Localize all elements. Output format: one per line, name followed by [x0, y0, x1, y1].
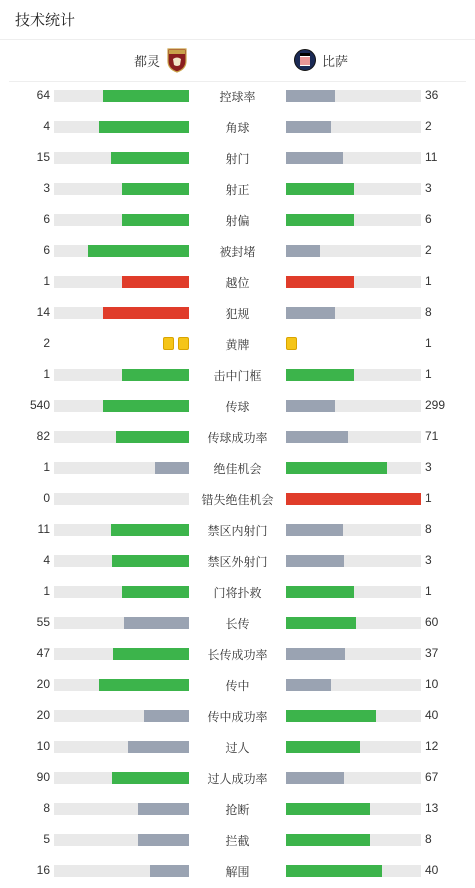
- stat-row: [0, 737, 475, 757]
- home-bar-track: [54, 865, 189, 877]
- yellow-card-icon: [286, 337, 297, 350]
- home-bar-track: [54, 803, 189, 815]
- away-bar-track: [286, 586, 421, 598]
- stat-label: 角球: [225, 121, 250, 135]
- away-cards: [286, 337, 297, 350]
- home-bar-fill: [103, 400, 189, 412]
- away-value: 1: [425, 274, 432, 288]
- home-bar-track: [54, 307, 189, 319]
- home-bar-fill: [138, 834, 189, 846]
- stat-row: [0, 427, 475, 447]
- stat-label: 绝佳机会: [213, 462, 262, 476]
- stat-label: 射正: [225, 183, 250, 197]
- away-bar-track: [286, 183, 421, 195]
- home-bar-track: [54, 90, 189, 102]
- away-value: 1: [425, 336, 432, 350]
- home-value: 20: [36, 708, 50, 722]
- home-bar-track: [54, 555, 189, 567]
- stat-label: 击中门框: [213, 369, 262, 383]
- stat-row: [0, 303, 475, 323]
- stat-row: [0, 706, 475, 726]
- home-value: 5: [43, 832, 50, 846]
- home-bar-track: [54, 524, 189, 536]
- home-team[interactable]: [134, 47, 189, 73]
- home-bar-track: [54, 741, 189, 753]
- home-value: 64: [36, 88, 50, 102]
- yellow-card-icon: [178, 337, 189, 350]
- away-value: 11: [425, 150, 438, 164]
- stat-label: 拦截: [225, 834, 250, 848]
- stat-label: 传球成功率: [207, 431, 268, 445]
- home-bar-fill: [112, 772, 189, 784]
- home-bar-track: [54, 183, 189, 195]
- home-bar-fill: [99, 679, 189, 691]
- away-value: 1: [425, 491, 432, 505]
- home-bar-track: [54, 772, 189, 784]
- away-value: 60: [425, 615, 439, 629]
- home-value: 8: [43, 801, 50, 815]
- away-bar-fill: [286, 772, 344, 784]
- home-value: 55: [36, 615, 50, 629]
- away-value: 67: [425, 770, 439, 784]
- stat-row: [0, 365, 475, 385]
- home-bar-track: [54, 617, 189, 629]
- stat-row: [0, 489, 475, 509]
- home-bar-fill: [150, 865, 189, 877]
- home-bar-track: [54, 214, 189, 226]
- away-bar-fill: [286, 586, 354, 598]
- away-value: 2: [425, 243, 432, 257]
- away-value: 71: [425, 429, 439, 443]
- away-value: 8: [425, 522, 432, 536]
- teams-bar: [9, 40, 466, 82]
- away-value: 8: [425, 832, 432, 846]
- stat-label: 错失绝佳机会: [201, 493, 274, 507]
- home-value: 90: [36, 770, 50, 784]
- stat-label: 犯规: [225, 307, 250, 321]
- stat-label: 控球率: [219, 90, 256, 104]
- stat-row: [0, 334, 475, 354]
- away-bar-fill: [286, 462, 387, 474]
- home-value: 1: [43, 460, 50, 474]
- away-bar-track: [286, 679, 421, 691]
- home-bar-track: [54, 586, 189, 598]
- stat-row: [0, 830, 475, 850]
- home-bar-track: [54, 679, 189, 691]
- away-bar-track: [286, 710, 421, 722]
- home-bar-track: [54, 462, 189, 474]
- away-value: 40: [425, 863, 439, 877]
- home-value: 4: [43, 553, 50, 567]
- away-bar-fill: [286, 617, 356, 629]
- home-bar-track: [54, 152, 189, 164]
- stat-row: [0, 241, 475, 261]
- away-bar-fill: [286, 214, 354, 226]
- home-value: 3: [43, 181, 50, 195]
- away-bar-fill: [286, 152, 343, 164]
- away-bar-fill: [286, 90, 335, 102]
- away-value: 3: [425, 553, 432, 567]
- away-value: 8: [425, 305, 432, 319]
- home-bar-fill: [122, 369, 190, 381]
- home-bar-fill: [128, 741, 189, 753]
- home-value: 16: [36, 863, 50, 877]
- stat-label: 长传: [225, 617, 250, 631]
- stat-row: [0, 210, 475, 230]
- away-bar-track: [286, 524, 421, 536]
- away-value: 1: [425, 584, 432, 598]
- home-bar-track: [54, 369, 189, 381]
- home-bar-fill: [116, 431, 189, 443]
- home-value: 20: [36, 677, 50, 691]
- away-value: 12: [425, 739, 439, 753]
- stat-row: [0, 644, 475, 664]
- pisa-crest-icon: [293, 47, 317, 73]
- home-bar-fill: [138, 803, 189, 815]
- stat-row: [0, 582, 475, 602]
- home-value: 15: [36, 150, 50, 164]
- home-value: 0: [43, 491, 50, 505]
- away-bar-fill: [286, 307, 335, 319]
- stat-row: [0, 768, 475, 788]
- home-value: 1: [43, 274, 50, 288]
- away-bar-track: [286, 121, 421, 133]
- away-bar-track: [286, 865, 421, 877]
- away-value: 13: [425, 801, 439, 815]
- yellow-card-icon: [163, 337, 174, 350]
- stat-label: 抢断: [225, 803, 250, 817]
- away-bar-track: [286, 772, 421, 784]
- home-bar-fill: [122, 586, 190, 598]
- away-value: 1: [425, 367, 432, 381]
- away-bar-fill: [286, 400, 335, 412]
- stat-row: [0, 551, 475, 571]
- home-bar-track: [54, 400, 189, 412]
- away-bar-fill: [286, 679, 331, 691]
- home-bar-track: [54, 121, 189, 133]
- stat-row: [0, 86, 475, 106]
- away-bar-fill: [286, 276, 354, 288]
- stat-row: [0, 396, 475, 416]
- stat-label: 过人成功率: [207, 772, 268, 786]
- home-value: 6: [43, 212, 50, 226]
- stat-label: 越位: [225, 276, 250, 290]
- home-bar-fill: [124, 617, 189, 629]
- away-bar-track: [286, 369, 421, 381]
- home-team-name: 都灵: [133, 53, 160, 69]
- away-bar-fill: [286, 245, 320, 257]
- stat-label: 门将扑救: [213, 586, 262, 600]
- stat-label: 传中: [225, 679, 250, 693]
- home-bar-fill: [155, 462, 189, 474]
- away-bar-fill: [286, 524, 343, 536]
- stat-row: [0, 613, 475, 633]
- stat-label: 传球: [225, 400, 250, 414]
- home-bar-fill: [111, 152, 189, 164]
- home-bar-track: [54, 431, 189, 443]
- home-bar-fill: [112, 555, 189, 567]
- home-bar-track: [54, 276, 189, 288]
- away-bar-fill: [286, 803, 370, 815]
- away-bar-fill: [286, 710, 376, 722]
- away-bar-track: [286, 493, 421, 505]
- away-value: 10: [425, 677, 439, 691]
- away-value: 2: [425, 119, 432, 133]
- home-value: 14: [36, 305, 50, 319]
- away-bar-fill: [286, 369, 354, 381]
- home-cards: [163, 337, 189, 350]
- stat-label: 过人: [225, 741, 250, 755]
- home-bar-track: [54, 834, 189, 846]
- home-bar-fill: [144, 710, 189, 722]
- stat-label: 黄牌: [225, 338, 250, 352]
- home-bar-track: [54, 710, 189, 722]
- home-bar-track: [54, 493, 189, 505]
- away-bar-fill: [286, 865, 382, 877]
- away-bar-track: [286, 648, 421, 660]
- stat-row: [0, 861, 475, 881]
- away-bar-track: [286, 617, 421, 629]
- away-value: 40: [425, 708, 439, 722]
- stat-row: [0, 179, 475, 199]
- away-team[interactable]: [293, 47, 348, 73]
- home-bar-track: [54, 245, 189, 257]
- home-bar-fill: [122, 214, 190, 226]
- away-value: 36: [425, 88, 439, 102]
- away-bar-track: [286, 307, 421, 319]
- stat-label: 射门: [225, 152, 250, 166]
- stat-label: 射偏: [225, 214, 250, 228]
- stat-row: [0, 675, 475, 695]
- home-bar-fill: [122, 183, 190, 195]
- stat-label: 被封堵: [219, 245, 256, 259]
- home-value: 1: [43, 367, 50, 381]
- home-bar-fill: [103, 307, 189, 319]
- stat-label: 长传成功率: [207, 648, 268, 662]
- home-bar-fill: [122, 276, 190, 288]
- home-value: 11: [37, 522, 50, 536]
- home-value: 540: [29, 398, 50, 412]
- away-bar-track: [286, 276, 421, 288]
- away-bar-fill: [286, 555, 344, 567]
- away-value: 37: [425, 646, 439, 660]
- away-value: 6: [425, 212, 432, 226]
- away-bar-track: [286, 741, 421, 753]
- stat-label: 传中成功率: [207, 710, 268, 724]
- stat-row: [0, 117, 475, 137]
- away-bar-track: [286, 152, 421, 164]
- home-bar-fill: [88, 245, 189, 257]
- home-value: 4: [43, 119, 50, 133]
- home-bar-fill: [103, 90, 189, 102]
- home-value: 82: [36, 429, 50, 443]
- torino-crest-icon: [165, 47, 189, 73]
- away-bar-track: [286, 803, 421, 815]
- home-value: 10: [36, 739, 50, 753]
- away-bar-track: [286, 90, 421, 102]
- away-bar-fill: [286, 431, 348, 443]
- away-bar-track: [286, 555, 421, 567]
- home-bar-fill: [113, 648, 189, 660]
- stat-label: 解围: [225, 865, 250, 879]
- away-bar-fill: [286, 834, 370, 846]
- page-title: 技术统计: [15, 12, 76, 29]
- home-bar-track: [54, 648, 189, 660]
- away-bar-fill: [286, 183, 354, 195]
- home-value: 47: [36, 646, 50, 660]
- away-bar-track: [286, 431, 421, 443]
- away-bar-track: [286, 214, 421, 226]
- stat-label: 禁区外射门: [207, 555, 268, 569]
- stat-row: [0, 272, 475, 292]
- away-team-name: 比萨: [322, 53, 349, 69]
- away-value: 3: [425, 460, 432, 474]
- away-bar-track: [286, 834, 421, 846]
- away-value: 3: [425, 181, 432, 195]
- away-bar-track: [286, 245, 421, 257]
- away-bar-fill: [286, 648, 345, 660]
- away-bar-fill: [286, 121, 331, 133]
- stats-header: [0, 0, 475, 40]
- home-bar-fill: [111, 524, 189, 536]
- home-value: 1: [43, 584, 50, 598]
- away-value: 299: [425, 398, 446, 412]
- stat-row: [0, 148, 475, 168]
- away-bar-track: [286, 400, 421, 412]
- home-bar-fill: [99, 121, 189, 133]
- stat-row: [0, 799, 475, 819]
- stat-label: 禁区内射门: [207, 524, 268, 538]
- home-value: 6: [43, 243, 50, 257]
- stat-row: [0, 458, 475, 478]
- away-bar-track: [286, 462, 421, 474]
- away-bar-fill: [286, 493, 421, 505]
- stat-row: [0, 520, 475, 540]
- away-bar-fill: [286, 741, 360, 753]
- home-value: 2: [43, 336, 50, 350]
